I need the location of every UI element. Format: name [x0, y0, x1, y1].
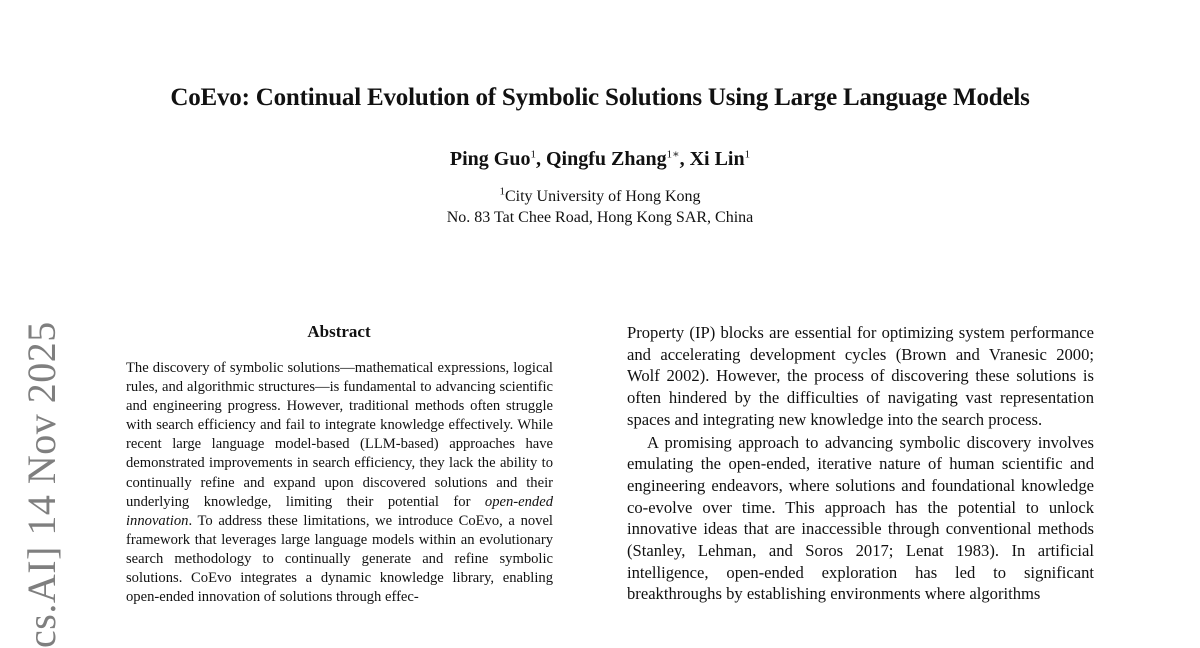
body-paragraph: Property (IP) blocks are essential for optimizing system performance and accelerating development cycles (Brown and Vranesic 2000; Wolf 2002). However, the process of discovering these solutions is often hindered by the difficulties of navigating vast representation spaces and integrating new knowledge into the search process.	[627, 323, 1094, 429]
abstract-heading: Abstract	[307, 322, 371, 341]
affiliation-mark: 1∗	[666, 148, 680, 161]
author-name: Qingfu Zhang	[545, 148, 667, 170]
affiliation-address: No. 83 Tat Chee Road, Hong Kong SAR, China	[446, 209, 754, 226]
author-name: Ping Guo	[449, 148, 531, 170]
body-column-right	[627, 322, 1094, 605]
emphasis-text: open-ended innovation	[126, 493, 553, 529]
affiliation-block	[0, 186, 1200, 228]
author-list: Ping Guo$^1$, Qingfu Zhang$^{1∗}$, Xi Lin$^1$	[449, 148, 751, 170]
affiliation-institution: $^1$City University of Hong Kong	[499, 185, 701, 205]
author-name: Xi Lin	[689, 148, 745, 170]
body-paragraph: A promising approach to advancing symbolic discovery involves emulating the open-ended, iterative nature of human scientific and engineering endeavors, where solutions and foundational knowledge co-evolve over time. This approach has the potential to unlock innovative ideas that are inaccessible through conventional methods (Stanley, Lehman, and Soros 2017; Lenat 1983). In artificial intelligence, open-ended exploration has led to significant breakthroughs by establishing environments where algorithms	[627, 432, 1094, 604]
affiliation-mark: 1	[499, 185, 505, 198]
affiliation-mark: 1	[744, 148, 751, 161]
affiliation-mark: 1	[530, 148, 536, 161]
arxiv-identifier: cs.AI] 14 Nov 2025	[19, 321, 64, 648]
paper-title: CoEvo: Continual Evolution of Symbolic Solutions Using Large Language Models	[170, 84, 1030, 111]
abstract-text: The discovery of symbolic solutions—mathematical expressions, logical rules, and algorithmic structures—is fundamental to advancing scientific and engineering progress. However, traditional methods often struggle with search efficiency and fail to integrate knowledge effectively. While recent large language model-based (LLM-based) approaches have demonstrated improvements in search efficiency, they lack the ability to continually refine and expand upon discovered solutions and their underlying knowledge, limiting their potential for open-ended innovation. To address these limitations, we introduce CoEvo, a novel framework that leverages large language models within an evolutionary search methodology to continually generate and refine symbolic solutions. CoEvo integrates a dynamic knowledge library, enabling open-ended innovation of solutions through effec-	[126, 360, 553, 606]
